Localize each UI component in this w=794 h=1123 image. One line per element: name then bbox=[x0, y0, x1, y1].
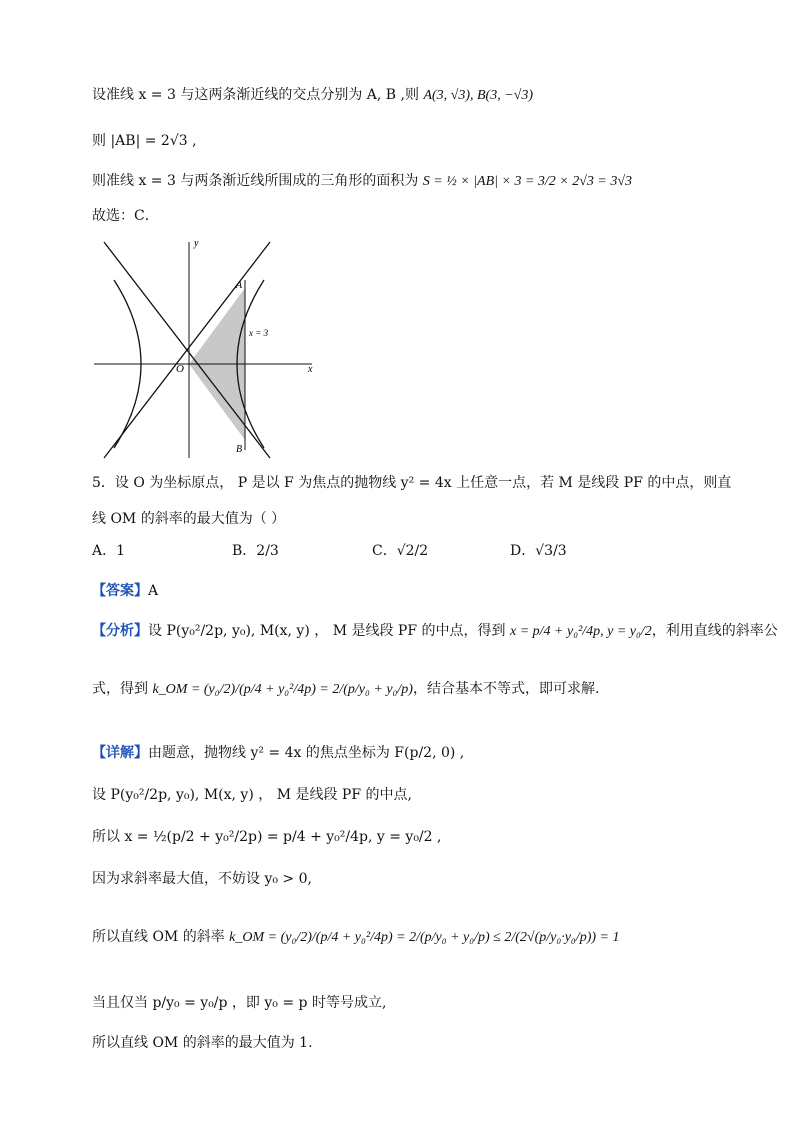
detail-line-4: 因为求斜率最大值，不妨设 y₀ > 0, bbox=[92, 871, 312, 887]
analysis-text-c: ，利用直线的斜率公 bbox=[651, 623, 778, 639]
detail-line-6: 当且仅当 p/y₀ = y₀/p ，即 y₀ = p 时等号成立, bbox=[92, 995, 387, 1011]
analysis-text-2a: 式，得到 bbox=[92, 681, 148, 697]
y-axis-label: y bbox=[194, 238, 199, 249]
intro-line-1-text: 设准线 x = 3 与这两条渐近线的交点分别为 A, B ,则 bbox=[92, 87, 419, 103]
detail-line-5 bbox=[92, 926, 619, 949]
detail-tag: 【详解】 bbox=[92, 745, 148, 761]
detail-line-2: 设 P(y₀²/2p, y₀), M(x, y) ， M 是线段 PF 的中点, bbox=[92, 787, 412, 803]
intro-line-2: 则 |AB| = 2√3 , bbox=[92, 133, 197, 149]
detail-line-1 bbox=[92, 742, 464, 764]
option-b bbox=[232, 540, 279, 562]
analysis-line-1 bbox=[92, 620, 778, 643]
option-c-value: √2/2 bbox=[396, 543, 429, 559]
option-b-value: 2/3 bbox=[256, 543, 279, 559]
option-d-letter: D． bbox=[510, 543, 536, 559]
intro-points: A(3, √3), B(3, −√3) bbox=[423, 88, 534, 103]
origin-label: O bbox=[176, 363, 184, 375]
point-a-label: A bbox=[236, 280, 243, 291]
inequality-formula: k_OM = (y₀/2)/(p/4 + y₀²/4p) = 2/(p/y₀ + y₀/p) ≤ 2/(2√(p/y₀·y₀/p)) = 1 bbox=[229, 930, 620, 945]
option-d bbox=[510, 540, 567, 562]
option-d-value: √3/3 bbox=[535, 543, 567, 559]
option-a-letter: A． bbox=[92, 543, 117, 559]
answer-value: A bbox=[148, 583, 159, 599]
detail-text-1: 由题意，抛物线 y² = 4x 的焦点坐标为 F(p/2, 0) , bbox=[148, 745, 465, 761]
midpoint-formula: x = p/4 + y₀²/4p, y = y₀/2 bbox=[509, 624, 652, 639]
option-a bbox=[92, 540, 125, 562]
analysis-line-2 bbox=[92, 678, 599, 701]
area-formula: S = ½ × |AB| × 3 = 3/2 × 2√3 = 3√3 bbox=[422, 174, 633, 189]
option-c-letter: C． bbox=[372, 543, 397, 559]
x-axis-label: x bbox=[308, 364, 313, 375]
option-c bbox=[372, 540, 428, 562]
detail-line-3: 所以 x = ½(p/2 + y₀²/2p) = p/4 + y₀²/4p, y = y₀/2 , bbox=[92, 829, 442, 845]
intro-line-1 bbox=[92, 84, 533, 107]
answer-line bbox=[92, 580, 158, 602]
intro-line-3-text: 则准线 x = 3 与两条渐近线所围成的三角形的面积为 bbox=[92, 173, 419, 189]
analysis-tag: 【分析】 bbox=[92, 623, 148, 639]
option-b-letter: B． bbox=[232, 543, 257, 559]
analysis-text-2c: ，结合基本不等式，即可求解. bbox=[412, 681, 600, 697]
option-a-value: 1 bbox=[116, 543, 126, 559]
point-b-label: B bbox=[236, 444, 243, 455]
answer-tag: 【答案】 bbox=[92, 583, 148, 599]
hyperbola-figure bbox=[92, 236, 322, 462]
problem-line-2: 线 OM 的斜率的最大值为（ ） bbox=[92, 511, 286, 527]
detail-line-7: 所以直线 OM 的斜率的最大值为 1. bbox=[92, 1035, 313, 1051]
slope-formula: k_OM = (y₀/2)/(p/4 + y₀²/4p) = 2/(p/y₀ + y₀/p) bbox=[152, 682, 413, 697]
intro-conclusion: 故选：C． bbox=[92, 208, 159, 224]
problem-line-1: 5．设 O 为坐标原点， P 是以 F 为焦点的抛物线 y² = 4x 上任意一点，若 M 是线段 PF 的中点，则直 bbox=[92, 475, 732, 491]
analysis-text-a: 设 P(y₀²/2p, y₀), M(x, y) ， M 是线段 PF 的中点，得到 bbox=[148, 623, 506, 639]
intro-line-3 bbox=[92, 170, 632, 193]
directrix-label: x = 3 bbox=[249, 328, 269, 338]
detail-text-5a: 所以直线 OM 的斜率 bbox=[92, 929, 225, 945]
